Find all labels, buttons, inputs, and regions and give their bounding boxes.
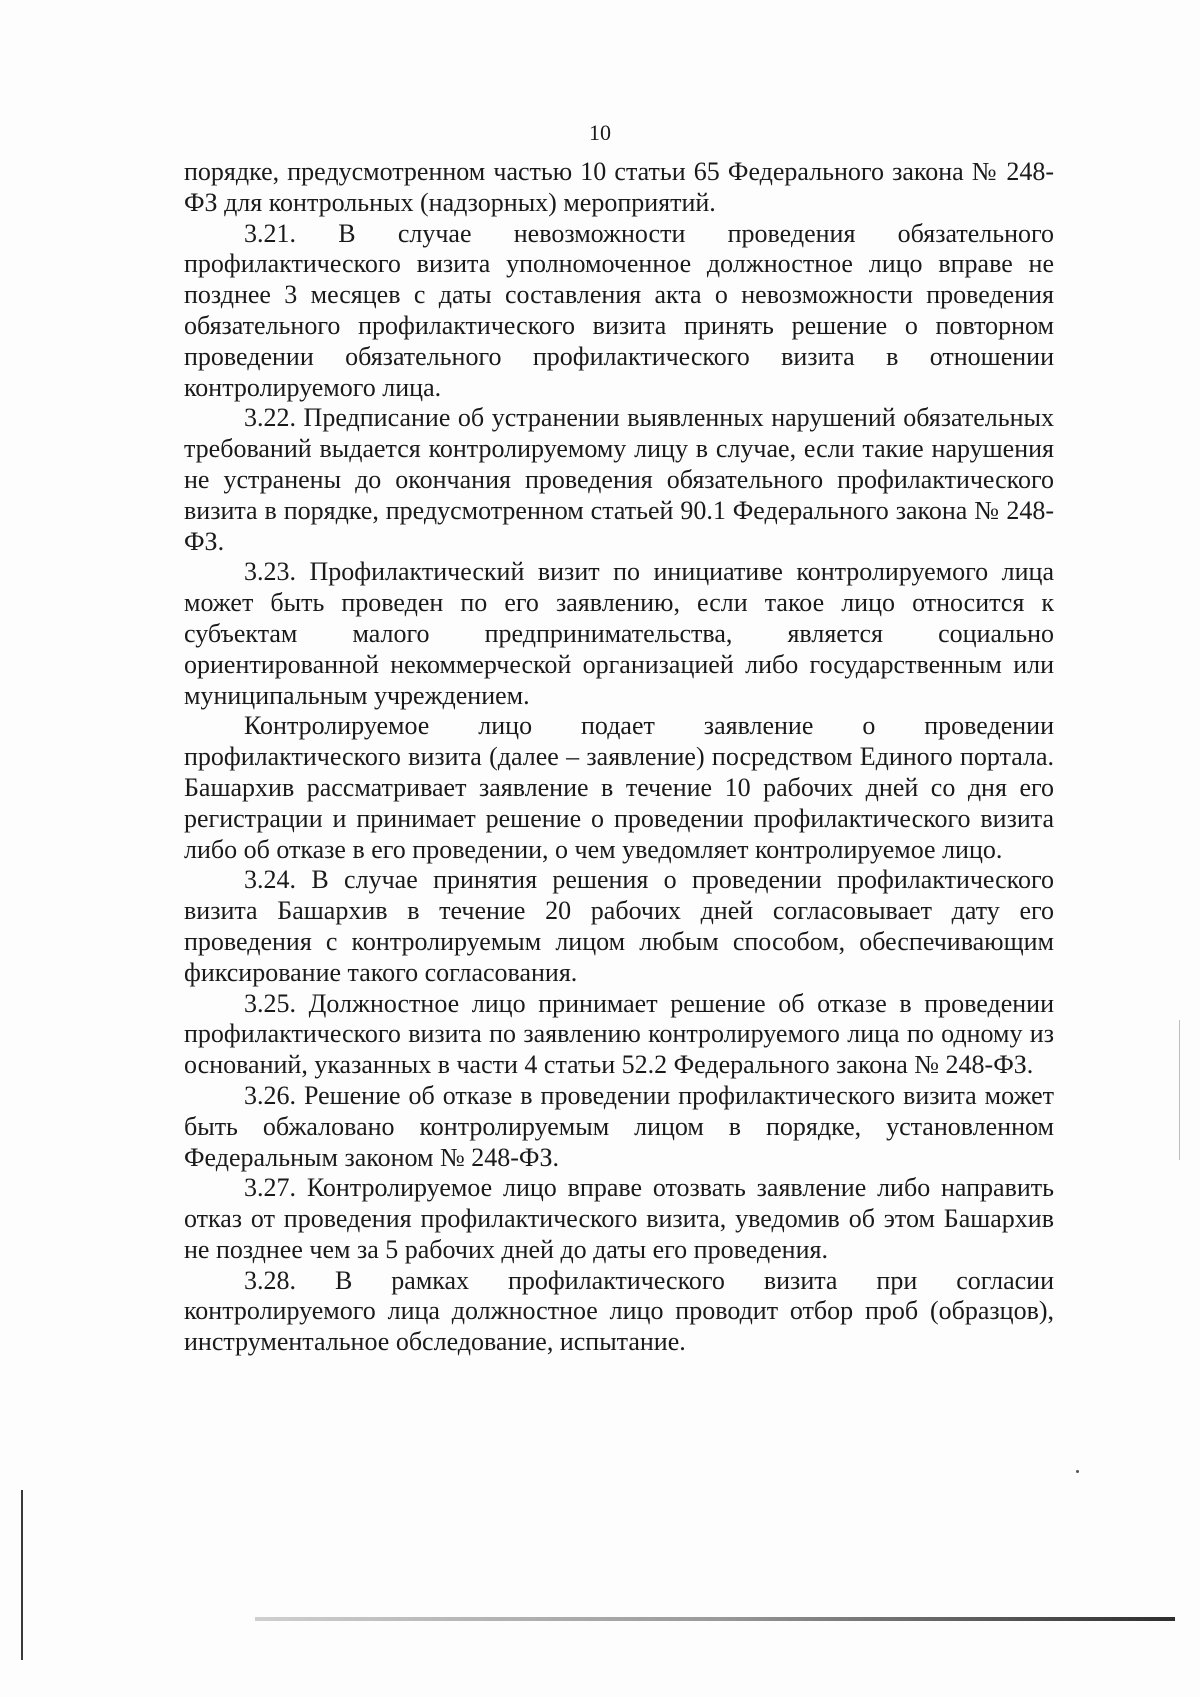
- page-number: 10: [589, 120, 611, 145]
- paragraph-3-24: 3.24. В случае принятия решения о проведении профилактического визита Башархив в течение 20 рабочих дней согласовывает дату его проведения с контролируемым лицом любым способом, обеспечивающим фиксирование такого согласования.: [184, 865, 1054, 987]
- paragraph-3-25: 3.25. Должностное лицо принимает решение об отказе в проведении профилактического визита по заявлению контролируемого лица по одному из оснований, указанных в части 4 статьи 52.2 Федерального закона № 248-ФЗ.: [184, 988, 1054, 1080]
- paragraph-3-21: 3.21. В случае невозможности проведения обязательного профилактического визита уполномоченное должностное лицо вправе не позднее 3 месяцев с даты составления акта о невозможности проведения обязательного профилактического визита принять решение о повторном проведении обязательного профилактического визита в отношении контролируемого лица.: [184, 218, 1054, 402]
- paragraph-3-26: 3.26. Решение об отказе в проведении профилактического визита может быть обжаловано контролируемым лицом в порядке, установленном Федеральным законом № 248-ФЗ.: [184, 1080, 1054, 1172]
- paragraph-3-22: 3.22. Предписание об устранении выявленных нарушений обязательных требований выдается контролируемому лицу в случае, если такие нарушения не устранены до окончания проведения обязательного профилактического визита в порядке, предусмотренном статьей 90.1 Федерального закона № 248-ФЗ.: [184, 403, 1054, 556]
- paragraph-3-27: 3.27. Контролируемое лицо вправе отозвать заявление либо направить отказ от проведения профилактического визита, уведомив об этом Башархив не позднее чем за 5 рабочих дней до даты его проведения.: [184, 1173, 1054, 1264]
- scan-edge-mark-bottom: [255, 1617, 1175, 1621]
- paragraph-3-28: 3.28. В рамках профилактического визита при согласии контролируемого лица должностное лицо проводит отбор проб (образцов), инструментальное обследование, испытание.: [184, 1265, 1054, 1357]
- paragraph-3-23: 3.23. Профилактический визит по инициативе контролируемого лица может быть проведен по его заявлению, если такое лицо относится к субъектам малого предпринимательства, является социально ориентированной некоммерческой организацией либо государственным или муниципальным учреждением.: [184, 557, 1054, 710]
- document-body: [184, 157, 1054, 1358]
- scan-speck: [1076, 1470, 1079, 1473]
- scan-edge-mark-left: [21, 1490, 23, 1660]
- paragraph-continuation: порядке, предусмотренном частью 10 статьи 65 Федерального закона № 248-ФЗ для контрольных (надзорных) мероприятий.: [184, 157, 1054, 217]
- scan-edge-mark-right: [1179, 1020, 1180, 1160]
- paragraph-3-23-application: Контролируемое лицо подает заявление о проведении профилактического визита (далее – заявление) посредством Единого портала. Башархив рассматривает заявление в течение 10 рабочих дней со дня его регистрации и принимает решение о проведении профилактического визита либо об отказе в его проведении, о чем уведомляет контролируемое лицо.: [184, 711, 1054, 864]
